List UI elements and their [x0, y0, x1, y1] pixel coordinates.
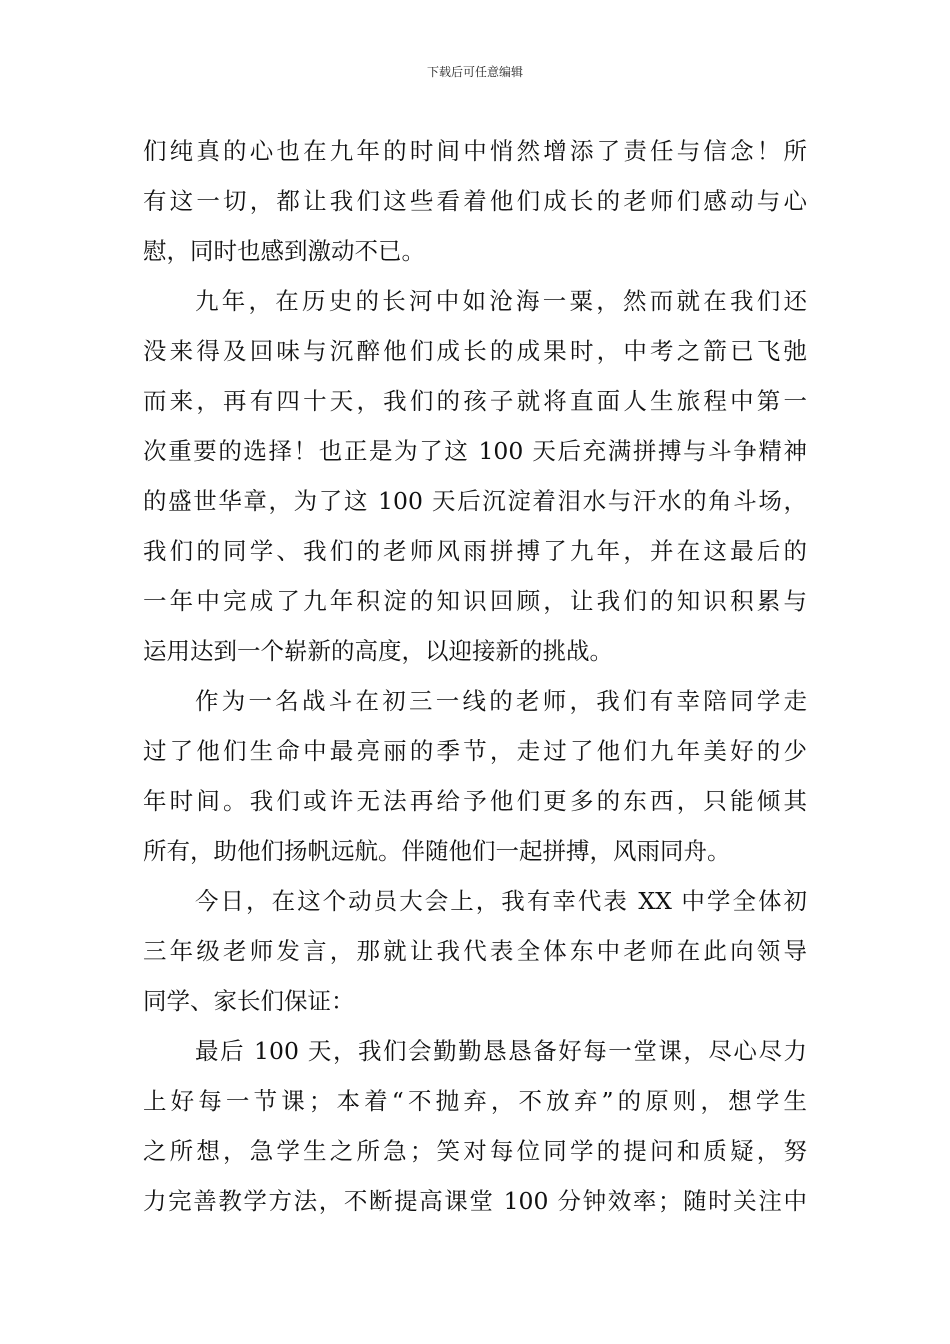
text-line: 最后 100 天，我们会勤勤恳恳备好每一堂课，尽心尽力: [195, 1037, 807, 1065]
text-line: 们纯真的心也在九年的时间中悄然增添了责任与信念！所: [143, 137, 807, 165]
text-line: 慰，同时也感到激动不已。: [143, 237, 425, 265]
text-line: 三年级老师发言，那就让我代表全体东中老师在此向领导: [143, 937, 807, 965]
text-line: 所有，助他们扬帆远航。伴随他们一起拼搏，风雨同舟。: [143, 837, 731, 865]
text-line: 而来，再有四十天，我们的孩子就将直面人生旅程中第一: [143, 387, 807, 415]
text-line: 今日，在这个动员大会上，我有幸代表 XX 中学全体初: [195, 887, 807, 915]
paragraph-2: [143, 276, 807, 676]
text-line: 没来得及回味与沉醉他们成长的成果时，中考之箭已飞弛: [143, 337, 807, 365]
paragraph-5: [143, 1026, 807, 1226]
text-line: 的盛世华章，为了这 100 天后沉淀着泪水与汗水的角斗场，: [143, 487, 807, 515]
text-line: 之所想，急学生之所急；笑对每位同学的提问和质疑，努: [143, 1137, 807, 1165]
text-line: 作为一名战斗在初三一线的老师，我们有幸陪同学走: [195, 687, 807, 715]
paragraph-1: [143, 126, 807, 276]
paragraph-4: [143, 876, 807, 1026]
page-header: 下载后可任意编辑: [426, 65, 523, 79]
text-line: 过了他们生命中最亮丽的季节，走过了他们九年美好的少: [143, 737, 807, 765]
text-line: 同学、家长们保证：: [143, 987, 355, 1015]
text-line: 一年中完成了九年积淀的知识回顾，让我们的知识积累与: [143, 587, 807, 615]
text-line: 我们的同学、我们的老师风雨拼搏了九年，并在这最后的: [143, 537, 807, 565]
text-line: 力完善教学方法，不断提高课堂 100 分钟效率；随时关注中: [143, 1187, 807, 1215]
paragraph-3: [143, 676, 807, 876]
text-line: 次重要的选择！也正是为了这 100 天后充满拼搏与斗争精神: [143, 437, 807, 465]
text-line: 年时间。我们或许无法再给予他们更多的东西，只能倾其: [143, 787, 807, 815]
document-body: [143, 126, 807, 1226]
text-line: 九年，在历史的长河中如沧海一粟，然而就在我们还: [195, 287, 807, 315]
text-line: 上好每一节课；本着“不抛弃，不放弃”的原则，想学生: [143, 1087, 807, 1115]
text-line: 运用达到一个崭新的高度，以迎接新的挑战。: [143, 637, 613, 665]
text-line: 有这一切，都让我们这些看着他们成长的老师们感动与心: [143, 187, 807, 215]
